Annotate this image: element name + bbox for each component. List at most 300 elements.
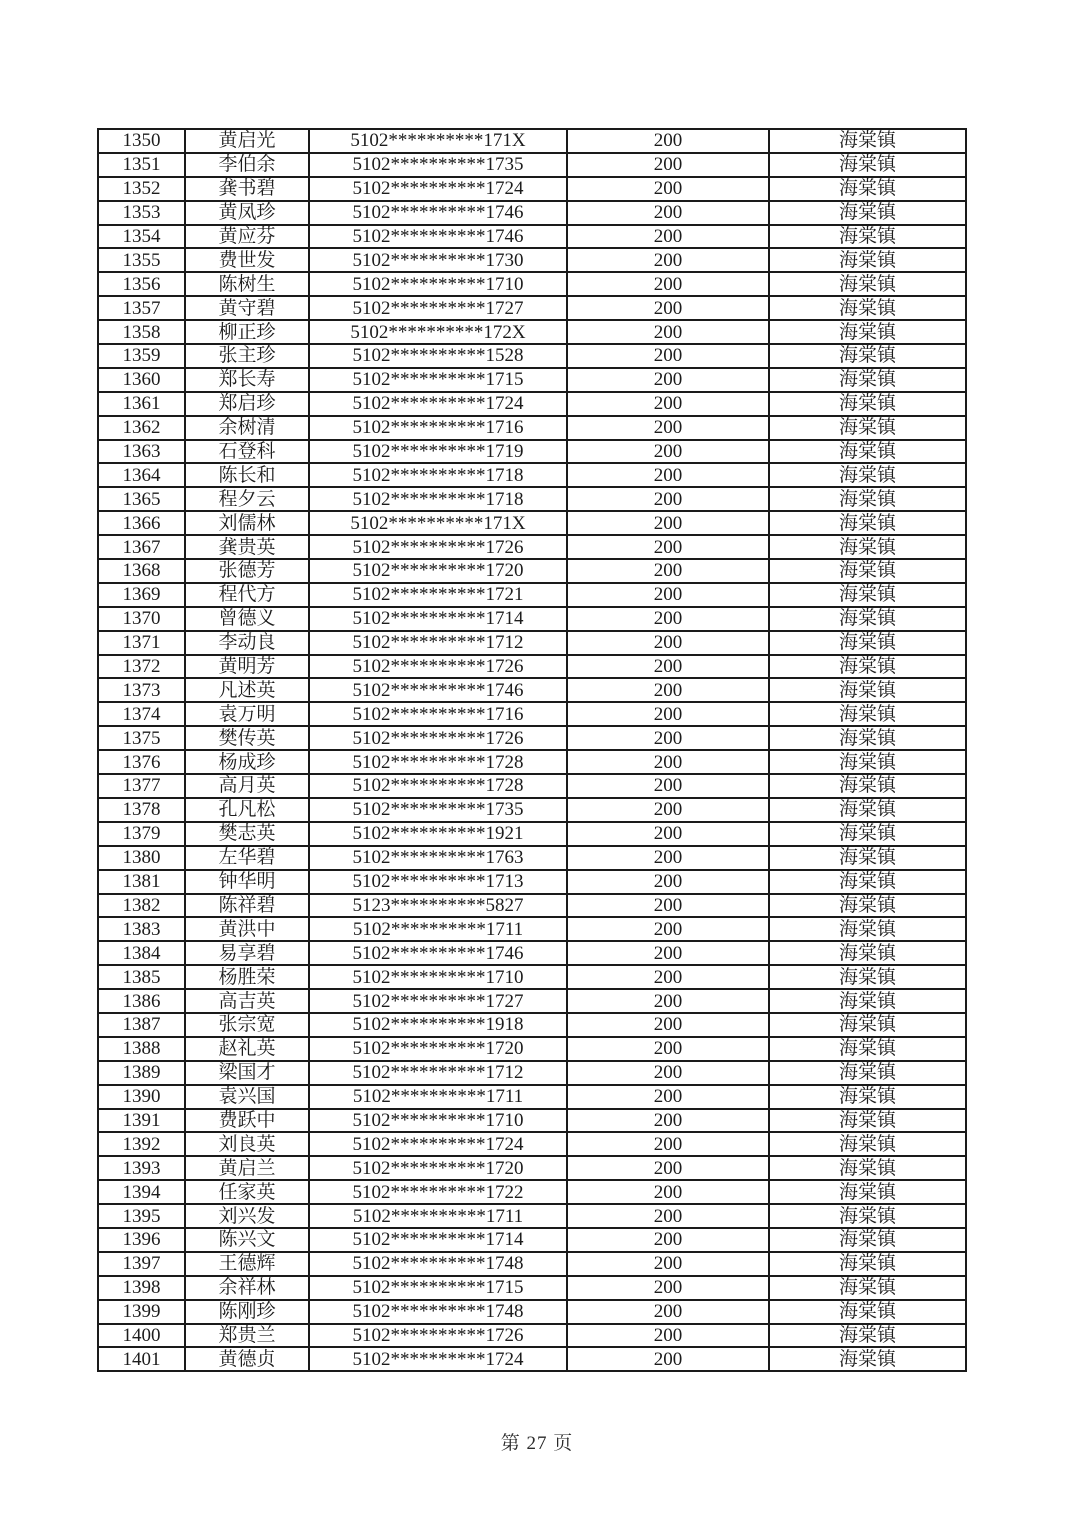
cell-town: 海棠镇: [769, 965, 966, 989]
cell-name: 曾德义: [185, 607, 309, 631]
cell-name: 樊志英: [185, 822, 309, 846]
table-row: [98, 1037, 966, 1061]
cell-id-number: 5102**********1720: [309, 1037, 567, 1061]
table-row: [98, 1061, 966, 1085]
cell-id-number: 5102**********1712: [309, 631, 567, 655]
table-row: [98, 1109, 966, 1133]
cell-amount: 200: [567, 368, 769, 392]
table-row: [98, 463, 966, 487]
cell-town: 海棠镇: [769, 1132, 966, 1156]
table-row: [98, 511, 966, 535]
cell-name: 黄启光: [185, 129, 309, 153]
cell-id-number: 5102**********1718: [309, 487, 567, 511]
cell-id-number: 5102**********1748: [309, 1252, 567, 1276]
table-row: [98, 726, 966, 750]
cell-amount: 200: [567, 463, 769, 487]
cell-index: 1361: [98, 392, 185, 416]
cell-id-number: 5123**********5827: [309, 894, 567, 918]
cell-amount: 200: [567, 1276, 769, 1300]
cell-index: 1362: [98, 416, 185, 440]
cell-id-number: 5102**********1721: [309, 583, 567, 607]
cell-index: 1374: [98, 702, 185, 726]
cell-amount: 200: [567, 798, 769, 822]
table-row: [98, 1252, 966, 1276]
table-row: [98, 583, 966, 607]
cell-index: 1393: [98, 1156, 185, 1180]
cell-amount: 200: [567, 487, 769, 511]
cell-name: 刘儒林: [185, 511, 309, 535]
cell-index: 1389: [98, 1061, 185, 1085]
cell-amount: 200: [567, 1228, 769, 1252]
cell-id-number: 5102**********1724: [309, 392, 567, 416]
table-row: [98, 129, 966, 153]
cell-name: 杨胜荣: [185, 965, 309, 989]
cell-town: 海棠镇: [769, 1156, 966, 1180]
cell-id-number: 5102**********1726: [309, 726, 567, 750]
cell-name: 李动良: [185, 631, 309, 655]
cell-id-number: 5102**********1724: [309, 1132, 567, 1156]
cell-index: 1376: [98, 750, 185, 774]
table-row: [98, 296, 966, 320]
cell-id-number: 5102**********1918: [309, 1013, 567, 1037]
table-row: [98, 535, 966, 559]
table-row: [98, 368, 966, 392]
cell-amount: 200: [567, 822, 769, 846]
cell-id-number: 5102**********171X: [309, 129, 567, 153]
cell-id-number: 5102**********1710: [309, 1109, 567, 1133]
cell-id-number: 5102**********1716: [309, 702, 567, 726]
cell-id-number: 5102**********1718: [309, 463, 567, 487]
cell-town: 海棠镇: [769, 846, 966, 870]
cell-name: 杨成珍: [185, 750, 309, 774]
table-row: [98, 607, 966, 631]
cell-amount: 200: [567, 774, 769, 798]
cell-amount: 200: [567, 272, 769, 296]
table-row: [98, 248, 966, 272]
cell-name: 袁兴国: [185, 1085, 309, 1109]
cell-index: 1398: [98, 1276, 185, 1300]
cell-amount: 200: [567, 607, 769, 631]
cell-name: 郑贵兰: [185, 1324, 309, 1348]
cell-amount: 200: [567, 559, 769, 583]
cell-name: 陈兴文: [185, 1228, 309, 1252]
cell-name: 刘良英: [185, 1132, 309, 1156]
cell-name: 孔凡松: [185, 798, 309, 822]
cell-name: 费跃中: [185, 1109, 309, 1133]
table-row: [98, 1324, 966, 1348]
cell-amount: 200: [567, 1037, 769, 1061]
cell-town: 海棠镇: [769, 296, 966, 320]
cell-town: 海棠镇: [769, 1300, 966, 1324]
cell-amount: 200: [567, 1156, 769, 1180]
table-row: [98, 440, 966, 464]
cell-name: 李伯余: [185, 153, 309, 177]
cell-amount: 200: [567, 225, 769, 249]
cell-index: 1359: [98, 344, 185, 368]
cell-index: 1351: [98, 153, 185, 177]
table-row: [98, 1204, 966, 1228]
cell-amount: 200: [567, 1324, 769, 1348]
cell-town: 海棠镇: [769, 1228, 966, 1252]
cell-index: 1375: [98, 726, 185, 750]
cell-id-number: 5102**********1726: [309, 1324, 567, 1348]
cell-index: 1373: [98, 678, 185, 702]
cell-amount: 200: [567, 296, 769, 320]
cell-name: 郑长寿: [185, 368, 309, 392]
cell-amount: 200: [567, 750, 769, 774]
cell-index: 1387: [98, 1013, 185, 1037]
cell-id-number: 5102**********1730: [309, 248, 567, 272]
cell-town: 海棠镇: [769, 798, 966, 822]
cell-town: 海棠镇: [769, 607, 966, 631]
table-row: [98, 702, 966, 726]
table-row: [98, 989, 966, 1013]
cell-name: 黄应芬: [185, 225, 309, 249]
cell-town: 海棠镇: [769, 225, 966, 249]
cell-name: 刘兴发: [185, 1204, 309, 1228]
cell-amount: 200: [567, 989, 769, 1013]
cell-amount: 200: [567, 678, 769, 702]
table-row: [98, 1180, 966, 1204]
cell-id-number: 5102**********1712: [309, 1061, 567, 1085]
table-row: [98, 846, 966, 870]
cell-town: 海棠镇: [769, 416, 966, 440]
cell-id-number: 5102**********171X: [309, 511, 567, 535]
cell-name: 钟华明: [185, 870, 309, 894]
cell-id-number: 5102**********1722: [309, 1180, 567, 1204]
cell-town: 海棠镇: [769, 1013, 966, 1037]
cell-name: 王德辉: [185, 1252, 309, 1276]
cell-name: 黄洪中: [185, 917, 309, 941]
table-row: [98, 1013, 966, 1037]
cell-id-number: 5102**********1710: [309, 965, 567, 989]
cell-town: 海棠镇: [769, 1180, 966, 1204]
cell-town: 海棠镇: [769, 1347, 966, 1371]
cell-town: 海棠镇: [769, 487, 966, 511]
cell-amount: 200: [567, 1013, 769, 1037]
table-row: [98, 272, 966, 296]
cell-index: 1360: [98, 368, 185, 392]
roster-table: [97, 128, 967, 1372]
cell-id-number: 5102**********1746: [309, 941, 567, 965]
cell-town: 海棠镇: [769, 177, 966, 201]
cell-index: 1367: [98, 535, 185, 559]
cell-index: 1401: [98, 1347, 185, 1371]
cell-town: 海棠镇: [769, 248, 966, 272]
cell-index: 1397: [98, 1252, 185, 1276]
cell-id-number: 5102**********1763: [309, 846, 567, 870]
cell-id-number: 5102**********1528: [309, 344, 567, 368]
cell-name: 张主珍: [185, 344, 309, 368]
cell-town: 海棠镇: [769, 1085, 966, 1109]
cell-id-number: 5102**********1715: [309, 1276, 567, 1300]
cell-town: 海棠镇: [769, 774, 966, 798]
cell-name: 程代方: [185, 583, 309, 607]
cell-id-number: 5102**********1724: [309, 177, 567, 201]
table-row: [98, 631, 966, 655]
cell-town: 海棠镇: [769, 201, 966, 225]
cell-name: 张宗宽: [185, 1013, 309, 1037]
cell-name: 陈长和: [185, 463, 309, 487]
cell-town: 海棠镇: [769, 917, 966, 941]
table-row: [98, 1156, 966, 1180]
cell-amount: 200: [567, 846, 769, 870]
cell-name: 石登科: [185, 440, 309, 464]
cell-town: 海棠镇: [769, 726, 966, 750]
cell-index: 1372: [98, 655, 185, 679]
cell-name: 黄守碧: [185, 296, 309, 320]
cell-amount: 200: [567, 1300, 769, 1324]
cell-amount: 200: [567, 416, 769, 440]
cell-id-number: 5102**********1720: [309, 1156, 567, 1180]
table-row: [98, 559, 966, 583]
cell-id-number: 5102**********1727: [309, 989, 567, 1013]
cell-index: 1355: [98, 248, 185, 272]
cell-town: 海棠镇: [769, 272, 966, 296]
cell-id-number: 5102**********1921: [309, 822, 567, 846]
cell-town: 海棠镇: [769, 1324, 966, 1348]
cell-town: 海棠镇: [769, 511, 966, 535]
table-row: [98, 1085, 966, 1109]
table-row: [98, 870, 966, 894]
cell-amount: 200: [567, 702, 769, 726]
cell-name: 陈刚珍: [185, 1300, 309, 1324]
cell-index: 1382: [98, 894, 185, 918]
cell-amount: 200: [567, 965, 769, 989]
cell-town: 海棠镇: [769, 153, 966, 177]
table-row: [98, 750, 966, 774]
cell-town: 海棠镇: [769, 678, 966, 702]
cell-town: 海棠镇: [769, 1061, 966, 1085]
cell-id-number: 5102**********1724: [309, 1347, 567, 1371]
cell-index: 1396: [98, 1228, 185, 1252]
cell-name: 陈树生: [185, 272, 309, 296]
roster-table-container: [97, 128, 965, 1372]
cell-index: 1356: [98, 272, 185, 296]
cell-town: 海棠镇: [769, 440, 966, 464]
cell-id-number: 5102**********1714: [309, 1228, 567, 1252]
cell-id-number: 5102**********1728: [309, 774, 567, 798]
table-row: [98, 941, 966, 965]
cell-index: 1378: [98, 798, 185, 822]
page-number-footer: 第 27 页: [500, 1433, 574, 1454]
cell-index: 1354: [98, 225, 185, 249]
cell-amount: 200: [567, 941, 769, 965]
cell-name: 凡述英: [185, 678, 309, 702]
cell-town: 海棠镇: [769, 344, 966, 368]
cell-town: 海棠镇: [769, 822, 966, 846]
cell-index: 1353: [98, 201, 185, 225]
table-row: [98, 487, 966, 511]
cell-amount: 200: [567, 440, 769, 464]
cell-name: 陈祥碧: [185, 894, 309, 918]
cell-index: 1391: [98, 1109, 185, 1133]
cell-name: 龚贵英: [185, 535, 309, 559]
table-row: [98, 1132, 966, 1156]
cell-name: 郑启珍: [185, 392, 309, 416]
cell-index: 1392: [98, 1132, 185, 1156]
cell-amount: 200: [567, 535, 769, 559]
table-row: [98, 678, 966, 702]
cell-index: 1363: [98, 440, 185, 464]
cell-amount: 200: [567, 392, 769, 416]
cell-id-number: 5102**********1735: [309, 153, 567, 177]
cell-town: 海棠镇: [769, 894, 966, 918]
table-row: [98, 344, 966, 368]
cell-town: 海棠镇: [769, 463, 966, 487]
cell-amount: 200: [567, 201, 769, 225]
cell-amount: 200: [567, 917, 769, 941]
table-row: [98, 1347, 966, 1371]
cell-index: 1386: [98, 989, 185, 1013]
cell-amount: 200: [567, 583, 769, 607]
cell-index: 1385: [98, 965, 185, 989]
cell-index: 1368: [98, 559, 185, 583]
cell-id-number: 5102**********1735: [309, 798, 567, 822]
cell-index: 1388: [98, 1037, 185, 1061]
cell-index: 1400: [98, 1324, 185, 1348]
table-row: [98, 416, 966, 440]
cell-town: 海棠镇: [769, 941, 966, 965]
cell-id-number: 5102**********1728: [309, 750, 567, 774]
cell-id-number: 5102**********1713: [309, 870, 567, 894]
table-row: [98, 320, 966, 344]
table-row: [98, 965, 966, 989]
cell-amount: 200: [567, 870, 769, 894]
cell-id-number: 5102**********1714: [309, 607, 567, 631]
cell-town: 海棠镇: [769, 1109, 966, 1133]
cell-index: 1370: [98, 607, 185, 631]
cell-town: 海棠镇: [769, 559, 966, 583]
cell-name: 高月英: [185, 774, 309, 798]
cell-town: 海棠镇: [769, 1204, 966, 1228]
cell-name: 樊传英: [185, 726, 309, 750]
cell-amount: 200: [567, 631, 769, 655]
cell-id-number: 5102**********1710: [309, 272, 567, 296]
cell-index: 1380: [98, 846, 185, 870]
cell-town: 海棠镇: [769, 129, 966, 153]
cell-town: 海棠镇: [769, 1037, 966, 1061]
cell-amount: 200: [567, 1180, 769, 1204]
table-row: [98, 917, 966, 941]
cell-name: 余祥林: [185, 1276, 309, 1300]
cell-name: 龚书碧: [185, 177, 309, 201]
cell-amount: 200: [567, 1204, 769, 1228]
cell-town: 海棠镇: [769, 702, 966, 726]
table-row: [98, 153, 966, 177]
cell-index: 1352: [98, 177, 185, 201]
table-row: [98, 177, 966, 201]
cell-name: 黄德贞: [185, 1347, 309, 1371]
cell-id-number: 5102**********1746: [309, 201, 567, 225]
cell-town: 海棠镇: [769, 750, 966, 774]
cell-amount: 200: [567, 726, 769, 750]
cell-name: 高吉英: [185, 989, 309, 1013]
cell-index: 1399: [98, 1300, 185, 1324]
cell-name: 赵礼英: [185, 1037, 309, 1061]
cell-amount: 200: [567, 1347, 769, 1371]
cell-amount: 200: [567, 1061, 769, 1085]
cell-name: 左华碧: [185, 846, 309, 870]
cell-name: 黄凤珍: [185, 201, 309, 225]
table-row: [98, 1228, 966, 1252]
cell-id-number: 5102**********172X: [309, 320, 567, 344]
cell-town: 海棠镇: [769, 1276, 966, 1300]
table-row: [98, 798, 966, 822]
cell-index: 1384: [98, 941, 185, 965]
cell-index: 1369: [98, 583, 185, 607]
cell-amount: 200: [567, 1132, 769, 1156]
cell-id-number: 5102**********1711: [309, 1204, 567, 1228]
cell-id-number: 5102**********1711: [309, 1085, 567, 1109]
cell-amount: 200: [567, 344, 769, 368]
table-row: [98, 655, 966, 679]
cell-id-number: 5102**********1746: [309, 678, 567, 702]
cell-id-number: 5102**********1726: [309, 535, 567, 559]
cell-town: 海棠镇: [769, 320, 966, 344]
cell-amount: 200: [567, 511, 769, 535]
cell-index: 1395: [98, 1204, 185, 1228]
cell-town: 海棠镇: [769, 368, 966, 392]
cell-name: 张德芳: [185, 559, 309, 583]
cell-town: 海棠镇: [769, 1252, 966, 1276]
cell-amount: 200: [567, 894, 769, 918]
table-row: [98, 201, 966, 225]
cell-index: 1371: [98, 631, 185, 655]
cell-name: 费世发: [185, 248, 309, 272]
cell-town: 海棠镇: [769, 535, 966, 559]
cell-amount: 200: [567, 153, 769, 177]
cell-index: 1365: [98, 487, 185, 511]
cell-index: 1350: [98, 129, 185, 153]
cell-town: 海棠镇: [769, 583, 966, 607]
table-row: [98, 822, 966, 846]
cell-index: 1381: [98, 870, 185, 894]
cell-name: 程夕云: [185, 487, 309, 511]
cell-amount: 200: [567, 248, 769, 272]
table-row: [98, 392, 966, 416]
table-row: [98, 1276, 966, 1300]
table-row: [98, 894, 966, 918]
cell-name: 黄明芳: [185, 655, 309, 679]
cell-id-number: 5102**********1711: [309, 917, 567, 941]
cell-town: 海棠镇: [769, 655, 966, 679]
cell-amount: 200: [567, 655, 769, 679]
cell-id-number: 5102**********1720: [309, 559, 567, 583]
cell-id-number: 5102**********1746: [309, 225, 567, 249]
cell-amount: 200: [567, 129, 769, 153]
cell-id-number: 5102**********1727: [309, 296, 567, 320]
cell-name: 袁万明: [185, 702, 309, 726]
cell-amount: 200: [567, 1109, 769, 1133]
cell-name: 黄启兰: [185, 1156, 309, 1180]
cell-amount: 200: [567, 320, 769, 344]
cell-index: 1394: [98, 1180, 185, 1204]
cell-index: 1366: [98, 511, 185, 535]
cell-name: 柳正珍: [185, 320, 309, 344]
cell-index: 1383: [98, 917, 185, 941]
table-row: [98, 225, 966, 249]
cell-town: 海棠镇: [769, 989, 966, 1013]
cell-amount: 200: [567, 177, 769, 201]
cell-name: 余树清: [185, 416, 309, 440]
cell-index: 1377: [98, 774, 185, 798]
cell-name: 梁国才: [185, 1061, 309, 1085]
cell-index: 1364: [98, 463, 185, 487]
cell-name: 任家英: [185, 1180, 309, 1204]
cell-id-number: 5102**********1715: [309, 368, 567, 392]
table-row: [98, 774, 966, 798]
